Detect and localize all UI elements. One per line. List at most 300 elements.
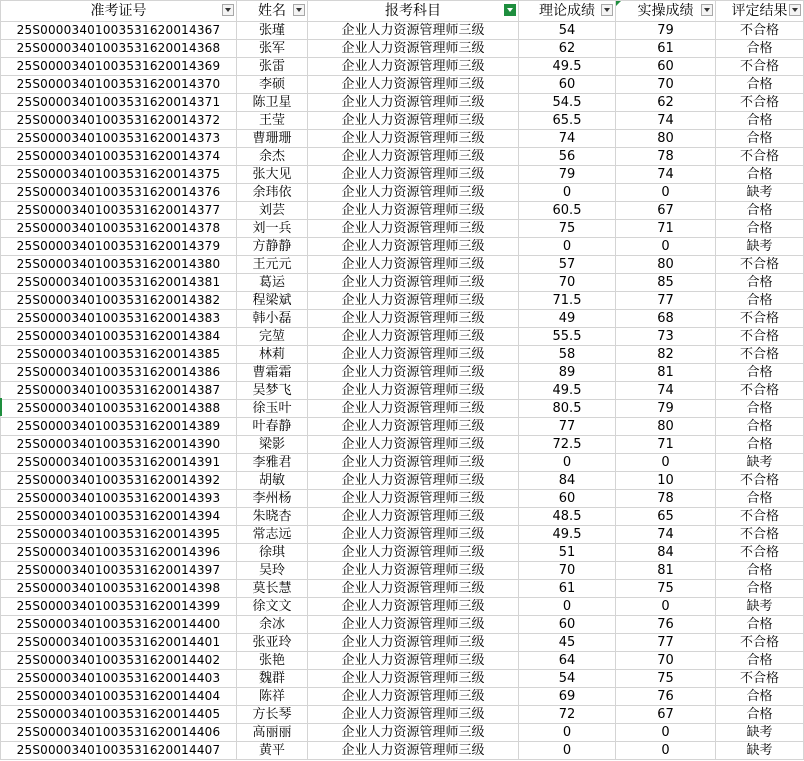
table-row[interactable] <box>1 382 804 400</box>
cell-theory[interactable]: 72 <box>519 706 616 724</box>
table-row[interactable] <box>1 364 804 382</box>
cell-name[interactable]: 魏群 <box>237 670 308 688</box>
cell-result[interactable]: 合格 <box>716 490 804 508</box>
cell-name[interactable]: 叶春静 <box>237 418 308 436</box>
table-row[interactable] <box>1 742 804 760</box>
cell-theory[interactable]: 45 <box>519 634 616 652</box>
cell-result[interactable]: 不合格 <box>716 328 804 346</box>
cell-id[interactable]: 25S00003401003531620014373 <box>1 130 237 148</box>
cell-subject[interactable]: 企业人力资源管理师三级 <box>308 742 519 760</box>
cell-id[interactable]: 25S00003401003531620014400 <box>1 616 237 634</box>
cell-result[interactable]: 不合格 <box>716 634 804 652</box>
cell-practice[interactable]: 75 <box>616 580 716 598</box>
cell-subject[interactable]: 企业人力资源管理师三级 <box>308 130 519 148</box>
cell-theory[interactable]: 60 <box>519 616 616 634</box>
cell-name[interactable]: 陈卫星 <box>237 94 308 112</box>
cell-practice[interactable]: 0 <box>616 238 716 256</box>
cell-subject[interactable]: 企业人力资源管理师三级 <box>308 382 519 400</box>
cell-id[interactable]: 25S00003401003531620014404 <box>1 688 237 706</box>
cell-practice[interactable]: 62 <box>616 94 716 112</box>
cell-subject[interactable]: 企业人力资源管理师三级 <box>308 454 519 472</box>
filter-dropdown-icon[interactable] <box>701 4 713 16</box>
cell-result[interactable]: 合格 <box>716 580 804 598</box>
cell-subject[interactable]: 企业人力资源管理师三级 <box>308 274 519 292</box>
cell-name[interactable]: 葛运 <box>237 274 308 292</box>
cell-theory[interactable]: 75 <box>519 220 616 238</box>
cell-practice[interactable]: 78 <box>616 148 716 166</box>
cell-theory[interactable]: 49.5 <box>519 58 616 76</box>
cell-result[interactable]: 合格 <box>716 418 804 436</box>
cell-practice[interactable]: 60 <box>616 58 716 76</box>
cell-id[interactable]: 25S00003401003531620014389 <box>1 418 237 436</box>
cell-subject[interactable]: 企业人力资源管理师三级 <box>308 724 519 742</box>
cell-subject[interactable]: 企业人力资源管理师三级 <box>308 292 519 310</box>
cell-result[interactable]: 缺考 <box>716 184 804 202</box>
cell-theory[interactable]: 56 <box>519 148 616 166</box>
cell-subject[interactable]: 企业人力资源管理师三级 <box>308 22 519 40</box>
cell-subject[interactable]: 企业人力资源管理师三级 <box>308 184 519 202</box>
header-row <box>1 1 804 22</box>
cell-result[interactable]: 合格 <box>716 130 804 148</box>
cell-subject[interactable]: 企业人力资源管理师三级 <box>308 346 519 364</box>
cell-id[interactable]: 25S00003401003531620014394 <box>1 508 237 526</box>
cell-practice[interactable]: 0 <box>616 724 716 742</box>
cell-subject[interactable]: 企业人力资源管理师三级 <box>308 598 519 616</box>
table-row[interactable] <box>1 184 804 202</box>
cell-name[interactable]: 张军 <box>237 40 308 58</box>
cell-id[interactable]: 25S00003401003531620014396 <box>1 544 237 562</box>
cell-id[interactable]: 25S00003401003531620014372 <box>1 112 237 130</box>
cell-name[interactable]: 刘芸 <box>237 202 308 220</box>
cell-theory[interactable]: 49.5 <box>519 526 616 544</box>
cell-name[interactable]: 余冰 <box>237 616 308 634</box>
cell-theory[interactable]: 69 <box>519 688 616 706</box>
cell-result[interactable]: 缺考 <box>716 454 804 472</box>
cell-theory[interactable]: 51 <box>519 544 616 562</box>
cell-theory[interactable]: 54 <box>519 670 616 688</box>
cell-theory[interactable]: 48.5 <box>519 508 616 526</box>
cell-result[interactable]: 合格 <box>716 40 804 58</box>
table-row[interactable] <box>1 544 804 562</box>
cell-practice[interactable]: 80 <box>616 418 716 436</box>
table-row[interactable] <box>1 202 804 220</box>
cell-id[interactable]: 25S00003401003531620014370 <box>1 76 237 94</box>
cell-practice[interactable]: 74 <box>616 382 716 400</box>
cell-subject[interactable]: 企业人力资源管理师三级 <box>308 508 519 526</box>
cell-id[interactable]: 25S00003401003531620014402 <box>1 652 237 670</box>
cell-name[interactable]: 方静静 <box>237 238 308 256</box>
cell-subject[interactable]: 企业人力资源管理师三级 <box>308 166 519 184</box>
cell-result[interactable]: 合格 <box>716 688 804 706</box>
cell-id[interactable]: 25S00003401003531620014405 <box>1 706 237 724</box>
cell-subject[interactable]: 企业人力资源管理师三级 <box>308 40 519 58</box>
cell-practice[interactable]: 0 <box>616 454 716 472</box>
cell-result[interactable]: 不合格 <box>716 94 804 112</box>
cell-practice[interactable]: 76 <box>616 688 716 706</box>
cell-practice[interactable]: 73 <box>616 328 716 346</box>
cell-result[interactable]: 合格 <box>716 292 804 310</box>
col-header-result[interactable]: 评定结果 <box>716 1 804 22</box>
cell-subject[interactable]: 企业人力资源管理师三级 <box>308 238 519 256</box>
cell-subject[interactable]: 企业人力资源管理师三级 <box>308 652 519 670</box>
cell-name[interactable]: 刘一兵 <box>237 220 308 238</box>
cell-practice[interactable]: 74 <box>616 166 716 184</box>
cell-name[interactable]: 张大见 <box>237 166 308 184</box>
cell-practice[interactable]: 68 <box>616 310 716 328</box>
table-row[interactable] <box>1 652 804 670</box>
cell-id[interactable]: 25S00003401003531620014380 <box>1 256 237 274</box>
cell-id[interactable]: 25S00003401003531620014386 <box>1 364 237 382</box>
table-row[interactable] <box>1 166 804 184</box>
cell-name[interactable]: 林莉 <box>237 346 308 364</box>
cell-id[interactable]: 25S00003401003531620014379 <box>1 238 237 256</box>
cell-practice[interactable]: 78 <box>616 490 716 508</box>
cell-practice[interactable]: 10 <box>616 472 716 490</box>
cell-subject[interactable]: 企业人力资源管理师三级 <box>308 400 519 418</box>
table-row[interactable] <box>1 256 804 274</box>
table-row[interactable] <box>1 220 804 238</box>
cell-practice[interactable]: 0 <box>616 184 716 202</box>
cell-name[interactable]: 程梁斌 <box>237 292 308 310</box>
cell-practice[interactable]: 81 <box>616 562 716 580</box>
table-row[interactable] <box>1 148 804 166</box>
cell-practice[interactable]: 74 <box>616 112 716 130</box>
cell-theory[interactable]: 70 <box>519 562 616 580</box>
cell-result[interactable]: 不合格 <box>716 148 804 166</box>
cell-id[interactable]: 25S00003401003531620014395 <box>1 526 237 544</box>
cell-practice[interactable]: 79 <box>616 400 716 418</box>
cell-theory[interactable]: 84 <box>519 472 616 490</box>
cell-practice[interactable]: 80 <box>616 130 716 148</box>
cell-theory[interactable]: 61 <box>519 580 616 598</box>
cell-result[interactable]: 不合格 <box>716 544 804 562</box>
cell-theory[interactable]: 79 <box>519 166 616 184</box>
table-row[interactable] <box>1 22 804 40</box>
cell-subject[interactable]: 企业人力资源管理师三级 <box>308 94 519 112</box>
cell-name[interactable]: 李硕 <box>237 76 308 94</box>
cell-name[interactable]: 张雷 <box>237 58 308 76</box>
cell-id[interactable]: 25S00003401003531620014399 <box>1 598 237 616</box>
filter-dropdown-icon[interactable] <box>789 4 801 16</box>
cell-practice[interactable]: 76 <box>616 616 716 634</box>
cell-result[interactable]: 合格 <box>716 652 804 670</box>
cell-theory[interactable]: 60.5 <box>519 202 616 220</box>
cell-name[interactable]: 韩小磊 <box>237 310 308 328</box>
cell-result[interactable]: 不合格 <box>716 58 804 76</box>
cell-subject[interactable]: 企业人力资源管理师三级 <box>308 526 519 544</box>
cell-result[interactable]: 不合格 <box>716 310 804 328</box>
cell-id[interactable]: 25S00003401003531620014384 <box>1 328 237 346</box>
cell-subject[interactable]: 企业人力资源管理师三级 <box>308 634 519 652</box>
cell-result[interactable]: 合格 <box>716 112 804 130</box>
table-row[interactable] <box>1 94 804 112</box>
cell-id[interactable]: 25S00003401003531620014392 <box>1 472 237 490</box>
cell-subject[interactable]: 企业人力资源管理师三级 <box>308 148 519 166</box>
cell-name[interactable]: 徐文文 <box>237 598 308 616</box>
cell-result[interactable]: 不合格 <box>716 346 804 364</box>
col-header-practice[interactable]: 实操成绩 <box>616 1 716 22</box>
cell-name[interactable]: 徐琪 <box>237 544 308 562</box>
table-row[interactable] <box>1 580 804 598</box>
cell-name[interactable]: 张瑾 <box>237 22 308 40</box>
cell-id[interactable]: 25S00003401003531620014382 <box>1 292 237 310</box>
cell-id[interactable]: 25S00003401003531620014374 <box>1 148 237 166</box>
cell-id[interactable]: 25S00003401003531620014390 <box>1 436 237 454</box>
cell-name[interactable]: 吴梦飞 <box>237 382 308 400</box>
cell-practice[interactable]: 67 <box>616 706 716 724</box>
col-header-name[interactable]: 姓名 <box>237 1 308 22</box>
table-row[interactable] <box>1 400 804 418</box>
cell-result[interactable]: 不合格 <box>716 22 804 40</box>
cell-practice[interactable]: 71 <box>616 220 716 238</box>
cell-result[interactable]: 不合格 <box>716 382 804 400</box>
cell-name[interactable]: 吴玲 <box>237 562 308 580</box>
cell-theory[interactable]: 71.5 <box>519 292 616 310</box>
cell-subject[interactable]: 企业人力资源管理师三级 <box>308 490 519 508</box>
cell-theory[interactable]: 64 <box>519 652 616 670</box>
cell-practice[interactable]: 81 <box>616 364 716 382</box>
cell-result[interactable]: 缺考 <box>716 724 804 742</box>
cell-result[interactable]: 合格 <box>716 202 804 220</box>
cell-name[interactable]: 完堃 <box>237 328 308 346</box>
table-row[interactable] <box>1 40 804 58</box>
cell-result[interactable]: 合格 <box>716 400 804 418</box>
cell-result[interactable]: 合格 <box>716 364 804 382</box>
cell-theory[interactable]: 54.5 <box>519 94 616 112</box>
cell-result[interactable]: 不合格 <box>716 508 804 526</box>
cell-id[interactable]: 25S00003401003531620014385 <box>1 346 237 364</box>
cell-result[interactable]: 缺考 <box>716 238 804 256</box>
cell-theory[interactable]: 54 <box>519 22 616 40</box>
cell-theory[interactable]: 89 <box>519 364 616 382</box>
col-header-id[interactable]: 准考证号 <box>1 1 237 22</box>
cell-subject[interactable]: 企业人力资源管理师三级 <box>308 202 519 220</box>
cell-result[interactable]: 不合格 <box>716 526 804 544</box>
table-row[interactable] <box>1 724 804 742</box>
cell-subject[interactable]: 企业人力资源管理师三级 <box>308 616 519 634</box>
cell-practice[interactable]: 74 <box>616 526 716 544</box>
cell-theory[interactable]: 0 <box>519 742 616 760</box>
table-row[interactable] <box>1 598 804 616</box>
table-row[interactable] <box>1 616 804 634</box>
cell-id[interactable]: 25S00003401003531620014378 <box>1 220 237 238</box>
cell-practice[interactable]: 0 <box>616 598 716 616</box>
cell-practice[interactable]: 75 <box>616 670 716 688</box>
cell-subject[interactable]: 企业人力资源管理师三级 <box>308 76 519 94</box>
cell-theory[interactable]: 60 <box>519 490 616 508</box>
cell-practice[interactable]: 85 <box>616 274 716 292</box>
cell-name[interactable]: 朱晓杏 <box>237 508 308 526</box>
table-row[interactable] <box>1 436 804 454</box>
table-row[interactable] <box>1 328 804 346</box>
cell-subject[interactable]: 企业人力资源管理师三级 <box>308 436 519 454</box>
cell-id[interactable]: 25S00003401003531620014407 <box>1 742 237 760</box>
cell-name[interactable]: 高丽丽 <box>237 724 308 742</box>
cell-id[interactable]: 25S00003401003531620014376 <box>1 184 237 202</box>
cell-name[interactable]: 李州杨 <box>237 490 308 508</box>
filter-dropdown-icon[interactable] <box>293 4 305 16</box>
table-row[interactable] <box>1 346 804 364</box>
cell-subject[interactable]: 企业人力资源管理师三级 <box>308 310 519 328</box>
cell-name[interactable]: 黄平 <box>237 742 308 760</box>
cell-name[interactable]: 李雅君 <box>237 454 308 472</box>
cell-theory[interactable]: 0 <box>519 184 616 202</box>
cell-name[interactable]: 张亚玲 <box>237 634 308 652</box>
cell-theory[interactable]: 55.5 <box>519 328 616 346</box>
filter-dropdown-icon[interactable] <box>601 4 613 16</box>
cell-name[interactable]: 张艳 <box>237 652 308 670</box>
cell-theory[interactable]: 80.5 <box>519 400 616 418</box>
table-row[interactable] <box>1 310 804 328</box>
cell-name[interactable]: 曹珊珊 <box>237 130 308 148</box>
cell-subject[interactable]: 企业人力资源管理师三级 <box>308 256 519 274</box>
table-row[interactable] <box>1 274 804 292</box>
cell-subject[interactable]: 企业人力资源管理师三级 <box>308 472 519 490</box>
cell-result[interactable]: 不合格 <box>716 256 804 274</box>
cell-practice[interactable]: 61 <box>616 40 716 58</box>
cell-id[interactable]: 25S00003401003531620014381 <box>1 274 237 292</box>
cell-theory[interactable]: 49 <box>519 310 616 328</box>
table-row[interactable] <box>1 562 804 580</box>
cell-theory[interactable]: 77 <box>519 418 616 436</box>
cell-theory[interactable]: 72.5 <box>519 436 616 454</box>
cell-subject[interactable]: 企业人力资源管理师三级 <box>308 364 519 382</box>
cell-id[interactable]: 25S00003401003531620014393 <box>1 490 237 508</box>
table-row[interactable] <box>1 508 804 526</box>
cell-practice[interactable]: 82 <box>616 346 716 364</box>
cell-theory[interactable]: 0 <box>519 724 616 742</box>
table-row[interactable] <box>1 58 804 76</box>
table-row[interactable] <box>1 112 804 130</box>
cell-theory[interactable]: 0 <box>519 598 616 616</box>
table-row[interactable] <box>1 418 804 436</box>
table-row[interactable] <box>1 238 804 256</box>
cell-id[interactable]: 25S000034010035316200143​67 <box>1 22 237 40</box>
cell-subject[interactable]: 企业人力资源管理师三级 <box>308 328 519 346</box>
table-row[interactable] <box>1 472 804 490</box>
table-row[interactable] <box>1 634 804 652</box>
table-row[interactable] <box>1 688 804 706</box>
table-row[interactable] <box>1 292 804 310</box>
cell-theory[interactable]: 65.5 <box>519 112 616 130</box>
cell-subject[interactable]: 企业人力资源管理师三级 <box>308 220 519 238</box>
cell-id[interactable]: 25S00003401003531620014397 <box>1 562 237 580</box>
cell-name[interactable]: 余玮依 <box>237 184 308 202</box>
filter-active-icon[interactable] <box>504 4 516 16</box>
cell-result[interactable]: 合格 <box>716 76 804 94</box>
cell-result[interactable]: 缺考 <box>716 598 804 616</box>
cell-id[interactable]: 25S00003401003531620014388 <box>1 400 237 418</box>
cell-id[interactable]: 25S00003401003531620014369 <box>1 58 237 76</box>
cell-theory[interactable]: 70 <box>519 274 616 292</box>
cell-subject[interactable]: 企业人力资源管理师三级 <box>308 544 519 562</box>
col-header-subject[interactable]: 报考科目 <box>308 1 519 22</box>
cell-result[interactable]: 合格 <box>716 616 804 634</box>
cell-practice[interactable]: 80 <box>616 256 716 274</box>
cell-name[interactable]: 曹霜霜 <box>237 364 308 382</box>
cell-id[interactable]: 25S00003401003531620014391 <box>1 454 237 472</box>
cell-id[interactable]: 25S00003401003531620014383 <box>1 310 237 328</box>
cell-id[interactable]: 25S00003401003531620014371 <box>1 94 237 112</box>
cell-subject[interactable]: 企业人力资源管理师三级 <box>308 112 519 130</box>
cell-theory[interactable]: 0 <box>519 238 616 256</box>
cell-name[interactable]: 余杰 <box>237 148 308 166</box>
cell-theory[interactable]: 49.5 <box>519 382 616 400</box>
cell-name[interactable]: 方长琴 <box>237 706 308 724</box>
table-row[interactable] <box>1 526 804 544</box>
table-row[interactable] <box>1 76 804 94</box>
cell-result[interactable]: 合格 <box>716 274 804 292</box>
cell-name[interactable]: 王元元 <box>237 256 308 274</box>
table-row[interactable] <box>1 130 804 148</box>
cell-id[interactable]: 25S00003401003531620014398 <box>1 580 237 598</box>
cell-practice[interactable]: 77 <box>616 292 716 310</box>
cell-result[interactable]: 不合格 <box>716 670 804 688</box>
table-row[interactable] <box>1 670 804 688</box>
cell-result[interactable]: 不合格 <box>716 472 804 490</box>
cell-practice[interactable]: 70 <box>616 652 716 670</box>
cell-id[interactable]: 25S00003401003531620014403 <box>1 670 237 688</box>
cell-theory[interactable]: 58 <box>519 346 616 364</box>
cell-practice[interactable]: 70 <box>616 76 716 94</box>
cell-name[interactable]: 陈祥 <box>237 688 308 706</box>
table-row[interactable] <box>1 454 804 472</box>
cell-practice[interactable]: 65 <box>616 508 716 526</box>
cell-theory[interactable]: 74 <box>519 130 616 148</box>
cell-id[interactable]: 25S00003401003531620014375 <box>1 166 237 184</box>
cell-result[interactable]: 合格 <box>716 166 804 184</box>
cell-subject[interactable]: 企业人力资源管理师三级 <box>308 418 519 436</box>
filter-dropdown-icon[interactable] <box>222 4 234 16</box>
cell-result[interactable]: 缺考 <box>716 742 804 760</box>
cell-theory[interactable]: 62 <box>519 40 616 58</box>
cell-id[interactable]: 25S00003401003531620014377 <box>1 202 237 220</box>
cell-subject[interactable]: 企业人力资源管理师三级 <box>308 580 519 598</box>
table-row[interactable] <box>1 490 804 508</box>
cell-name[interactable]: 王莹 <box>237 112 308 130</box>
cell-subject[interactable]: 企业人力资源管理师三级 <box>308 706 519 724</box>
cell-name[interactable]: 莫长慧 <box>237 580 308 598</box>
cell-result[interactable]: 合格 <box>716 706 804 724</box>
cell-name[interactable]: 徐玉叶 <box>237 400 308 418</box>
cell-theory[interactable]: 0 <box>519 454 616 472</box>
cell-name[interactable]: 胡敏 <box>237 472 308 490</box>
cell-practice[interactable]: 79 <box>616 22 716 40</box>
cell-subject[interactable]: 企业人力资源管理师三级 <box>308 670 519 688</box>
cell-name[interactable]: 常志远 <box>237 526 308 544</box>
cell-practice[interactable]: 67 <box>616 202 716 220</box>
table-row[interactable] <box>1 706 804 724</box>
cell-practice[interactable]: 77 <box>616 634 716 652</box>
cell-result[interactable]: 合格 <box>716 562 804 580</box>
cell-id[interactable]: 25S00003401003531620014401 <box>1 634 237 652</box>
cell-practice[interactable]: 84 <box>616 544 716 562</box>
cell-name[interactable]: 梁影 <box>237 436 308 454</box>
cell-subject[interactable]: 企业人力资源管理师三级 <box>308 688 519 706</box>
cell-practice[interactable]: 0 <box>616 742 716 760</box>
cell-id[interactable]: 25S00003401003531620014387 <box>1 382 237 400</box>
cell-subject[interactable]: 企业人力资源管理师三级 <box>308 58 519 76</box>
cell-id[interactable]: 25S00003401003531620014406 <box>1 724 237 742</box>
cell-subject[interactable]: 企业人力资源管理师三级 <box>308 562 519 580</box>
col-header-theory[interactable]: 理论成绩 <box>519 1 616 22</box>
cell-id[interactable]: 25S00003401003531620014368 <box>1 40 237 58</box>
cell-theory[interactable]: 57 <box>519 256 616 274</box>
cell-theory[interactable]: 60 <box>519 76 616 94</box>
cell-practice[interactable]: 71 <box>616 436 716 454</box>
cell-result[interactable]: 合格 <box>716 220 804 238</box>
cell-result[interactable]: 合格 <box>716 436 804 454</box>
